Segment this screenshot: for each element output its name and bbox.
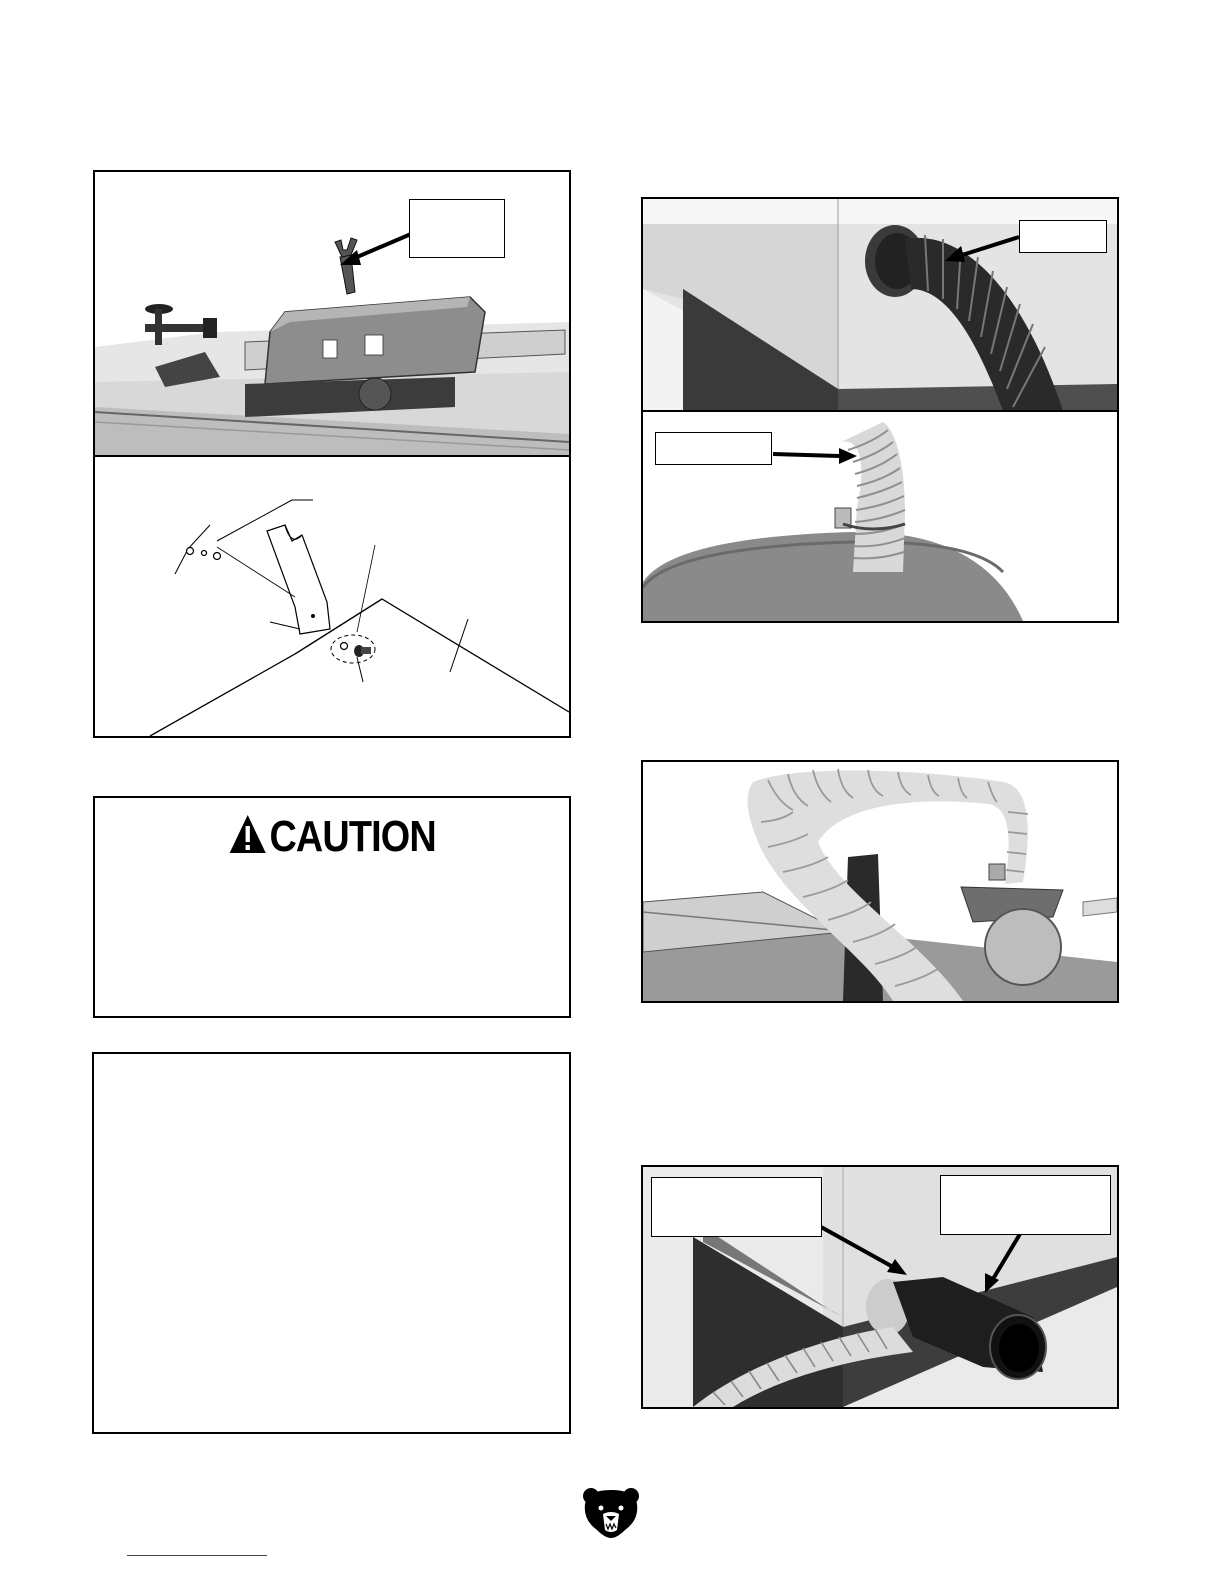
figure-saw-assembly bbox=[93, 170, 571, 738]
callout-label-box bbox=[655, 432, 772, 465]
diagram-exploded-view bbox=[95, 457, 569, 736]
caution-box bbox=[93, 796, 571, 1018]
photo-hose-routing bbox=[643, 762, 1117, 1001]
caution-heading bbox=[128, 812, 536, 866]
callout-label-box bbox=[1019, 220, 1107, 253]
note-box bbox=[92, 1052, 571, 1434]
callout-label-box bbox=[409, 199, 505, 258]
photo-sliding-table-saw bbox=[95, 172, 569, 456]
figure-dust-port bbox=[641, 197, 1119, 623]
footer-link-underline[interactable] bbox=[127, 1555, 267, 1556]
figure-hose-routing bbox=[641, 760, 1119, 1003]
callout-label-box bbox=[651, 1177, 822, 1237]
caution-heading-text: CAUTION bbox=[269, 812, 436, 861]
photo-y-fitting bbox=[643, 1167, 1117, 1407]
bear-logo bbox=[581, 1486, 641, 1538]
photo-hose-on-guard bbox=[643, 412, 1117, 621]
figure-y-fitting bbox=[641, 1165, 1119, 1409]
photo-cabinet-dust-port bbox=[643, 199, 1117, 411]
callout-label-box bbox=[940, 1175, 1111, 1235]
warning-triangle-icon bbox=[228, 813, 268, 866]
